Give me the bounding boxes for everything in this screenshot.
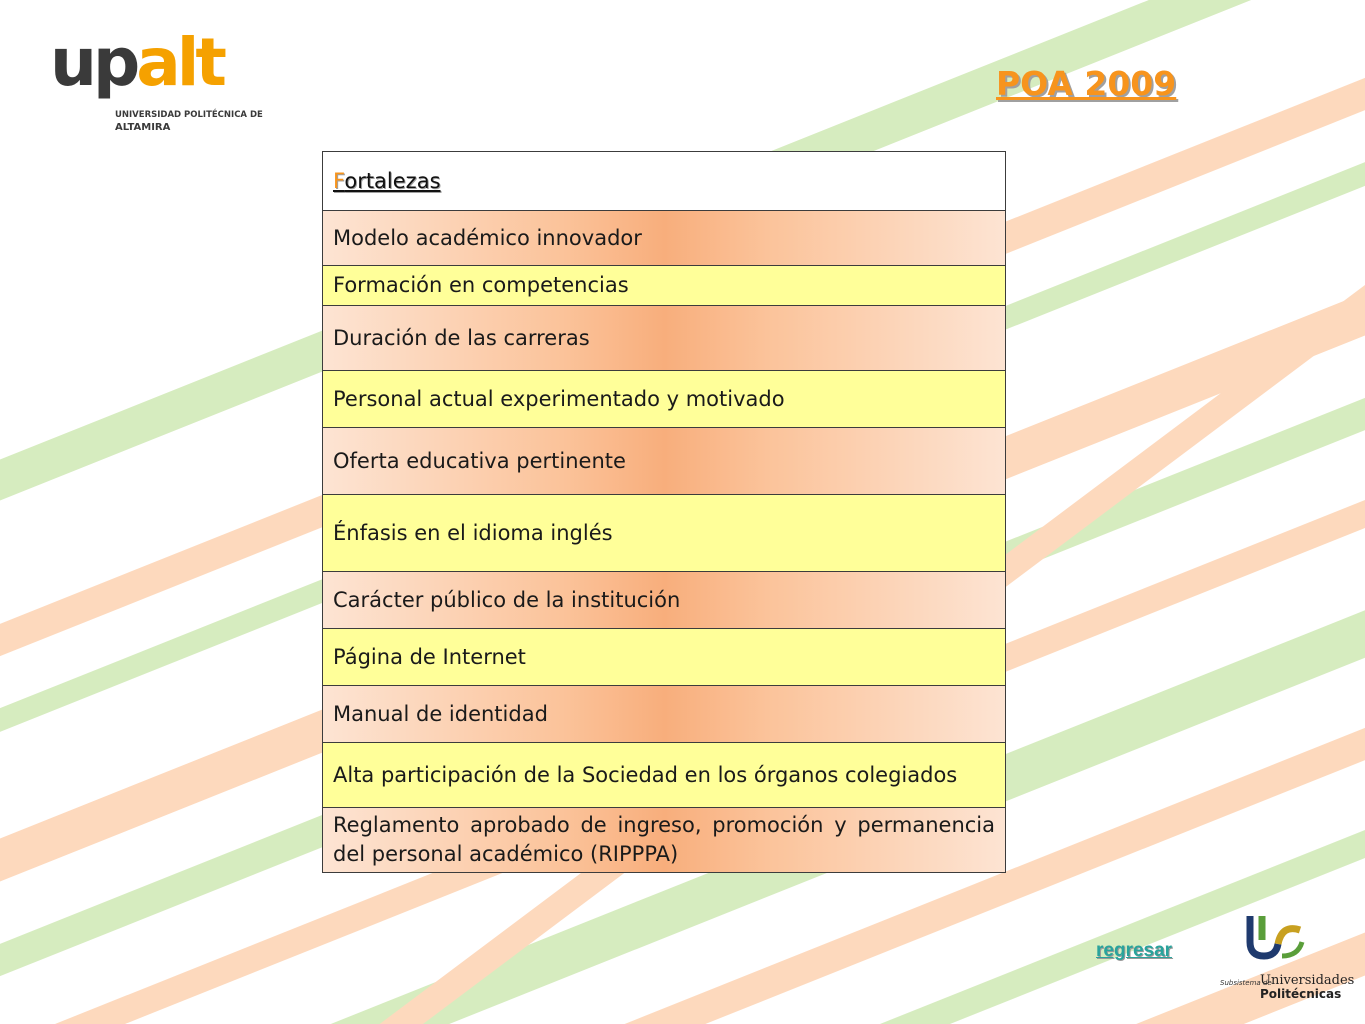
table-row bbox=[323, 306, 1006, 371]
table-row bbox=[323, 629, 1006, 686]
table-row bbox=[323, 808, 1006, 873]
table-header bbox=[323, 152, 1006, 211]
table-cell: Énfasis en el idioma inglés bbox=[323, 495, 1006, 572]
table-row bbox=[323, 371, 1006, 428]
table-cell: Formación en competencias bbox=[323, 266, 1006, 306]
page-title[interactable]: POA 2009 bbox=[996, 64, 1177, 103]
up-name-line2: Politécnicas bbox=[1260, 987, 1342, 1001]
table-cell: Oferta educativa pertinente bbox=[323, 428, 1006, 495]
table-row bbox=[323, 428, 1006, 495]
header-rest: ortalezas bbox=[344, 168, 441, 193]
header-initial: F bbox=[333, 168, 345, 193]
table-row bbox=[323, 743, 1006, 808]
table-cell: Página de Internet bbox=[323, 629, 1006, 686]
strengths-table bbox=[322, 151, 1006, 873]
table-row bbox=[323, 686, 1006, 743]
table-row bbox=[323, 572, 1006, 629]
up-name-line1: Universidades bbox=[1260, 973, 1355, 988]
table-row bbox=[323, 495, 1006, 572]
logo-city: ALTAMIRA bbox=[115, 122, 171, 133]
table-cell: Duración de las carreras bbox=[323, 306, 1006, 371]
up-subsystem-label: Subsistema de bbox=[1220, 979, 1272, 987]
upalt-logo bbox=[50, 24, 263, 136]
table-row bbox=[323, 211, 1006, 266]
table-cell: Personal actual experimentado y motivado bbox=[323, 371, 1006, 428]
table-header-row bbox=[323, 152, 1006, 211]
table-cell: Reglamento aprobado de ingreso, promoción y permanencia del personal académico (RIPPPA) bbox=[323, 808, 1006, 873]
table-cell: Carácter público de la institución bbox=[323, 572, 1006, 629]
table-cell: Modelo académico innovador bbox=[323, 211, 1006, 266]
table-row bbox=[323, 266, 1006, 306]
logo-wordmark: upalt bbox=[50, 24, 223, 101]
universidades-politecnicas-logo bbox=[1218, 912, 1355, 1012]
back-link[interactable]: regresar bbox=[1096, 940, 1173, 961]
up-emblem-icon bbox=[1242, 912, 1312, 964]
logo-subtitle: UNIVERSIDAD POLITÉCNICA DE bbox=[115, 110, 263, 120]
table-cell: Manual de identidad bbox=[323, 686, 1006, 743]
table-cell: Alta participación de la Sociedad en los órganos colegiados bbox=[323, 743, 1006, 808]
